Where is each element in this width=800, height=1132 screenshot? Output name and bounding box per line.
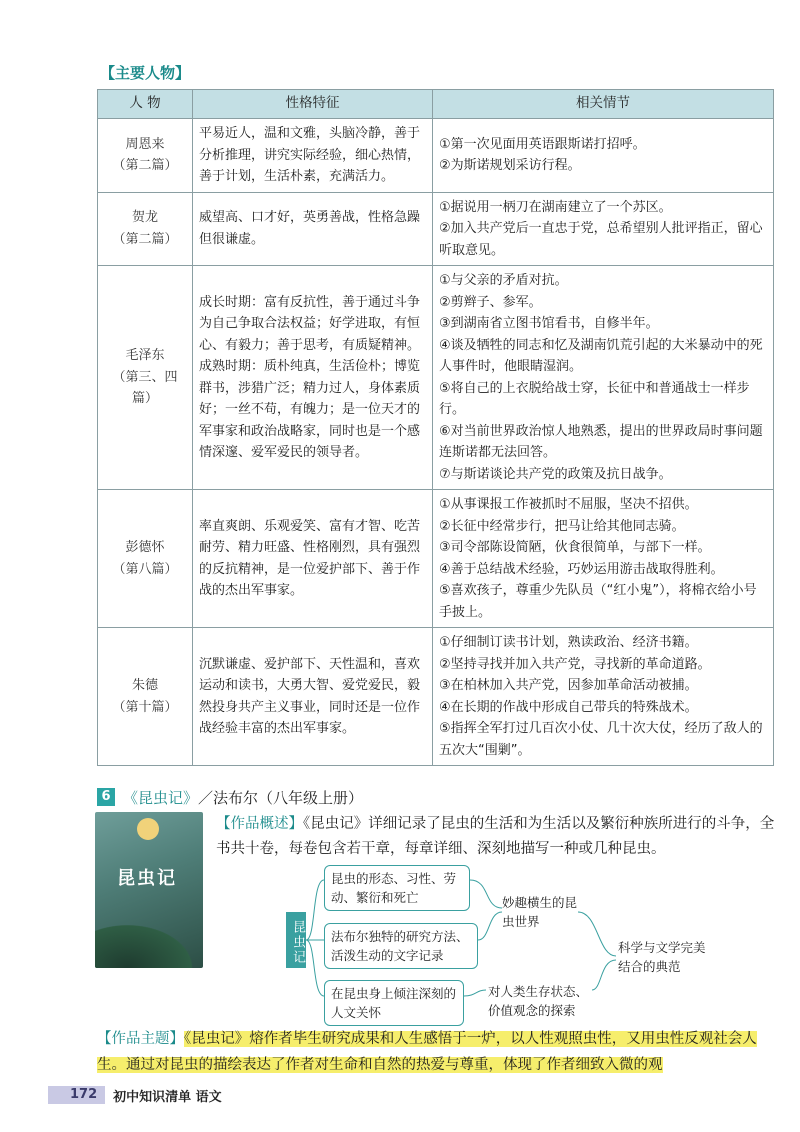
plot-item: ⑤喜欢孩子，尊重少先队员（“红小鬼”），将棉衣给小号手披上。 xyxy=(439,583,757,620)
mindmap-box-form: 昆虫的形态、习性、劳动、繁衍和死亡 xyxy=(324,865,470,911)
mindmap-mid-explore: 对人类生存状态、价值观念的探索 xyxy=(488,984,589,1018)
traits-cell: 成长时期：富有反抗性，善于通过斗争为自己争取合法权益；好学进取，有恒心、有毅力；善于思考，有质疑精神。成熟时期：质朴纯真，生活俭朴；博览群书，涉猎广泛；精力过人，身体素质好；一丝不苟，有魄力；是一位天才的军事家和政治战略家，同时也是一个感情深邃、爱军爱民的领导者。 xyxy=(193,266,433,490)
plot-item: ④谈及牺牲的同志和忆及湖南饥荒引起的大米暴动中的死人事件时，他眼睛湿润。 xyxy=(439,337,763,374)
traits-cell: 平易近人，温和文雅，头脑冷静，善于分析推理，讲究实际经验，细心热情，善于计划，生活朴素，充满活力。 xyxy=(193,119,433,193)
plot-item: ②长征中经常步行，把马让给其他同志骑。 xyxy=(439,518,685,534)
plot-item: ③司令部陈设简陋，伙食很简单，与部下一样。 xyxy=(439,540,711,555)
page-footer xyxy=(48,1086,222,1104)
page-number: 172 xyxy=(48,1086,105,1104)
cover-title: 昆虫记 xyxy=(117,868,177,889)
person-chapter: （第十篇） xyxy=(112,699,178,715)
mindmap-box-method: 法布尔独特的研究方法、活泼生动的文字记录 xyxy=(324,923,478,969)
plot-item: ①据说用一柄刀在湖南建立了一个苏区。 xyxy=(439,199,672,215)
plot-item: ①从事课报工作被抓时不屈服，坚决不招供。 xyxy=(439,497,698,512)
header-plots: 相关情节 xyxy=(433,90,774,119)
overview-text: 《昆虫记》详细记录了昆虫的生活和为生活以及繁衍种族所进行的斗争，全书共十卷，每卷包含若干章，每章详细、深刻地描写一种或几种昆虫。 xyxy=(216,816,775,857)
plot-item: ②剪辫子、参军。 xyxy=(439,294,542,310)
person-name: 周恩来 xyxy=(125,136,165,152)
footer-book-name: 初中知识清单 语文 xyxy=(113,1089,222,1105)
traits-cell: 沉默谦虚、爱护部下、天性温和，喜欢运动和读书，大勇大智、爱党爱民，毅然投身共产主义事业，同时还是一位作战经验丰富的杰出军事家。 xyxy=(193,628,433,766)
header-person: 人 物 xyxy=(98,90,193,119)
book-number: 6 xyxy=(97,788,115,806)
mindmap-mid-world: 妙趣横生的昆虫世界 xyxy=(502,895,578,929)
plot-item: ①第一次见面用英语跟斯诺打招呼。 xyxy=(439,136,646,152)
plot-item: ⑥对当前世界政治惊人地熟悉，提出的世界政局时事问题连斯诺都无法回答。 xyxy=(439,423,763,460)
plot-item: ①仔细制订读书计划，熟读政治、经济书籍。 xyxy=(439,635,698,650)
theme-text: 《昆虫记》熔作者毕生研究成果和人生感悟于一炉，以人性观照虫性，又用虫性反观社会人生。通过对昆虫的描绘表达了作者对生命和自然的热爱与尊重，体现了作者细致入微的观 xyxy=(97,1031,757,1073)
person-name: 朱德 xyxy=(131,678,158,693)
plot-item: ②坚持寻找并加入共产党，寻找新的革命道路。 xyxy=(439,656,711,672)
person-name: 彭德怀 xyxy=(125,540,165,555)
plot-item: ③在柏林加入共产党，因参加革命活动被捕。 xyxy=(439,678,698,693)
overview-label: 【作品概述】 xyxy=(216,816,303,832)
mindmap-box-humanity: 在昆虫身上倾注深刻的人文关怀 xyxy=(324,980,464,1026)
section-title: 【主要人物】 xyxy=(100,64,191,82)
plot-item: ④在长期的作战中形成自己带兵的特殊战术。 xyxy=(439,699,698,715)
person-name: 贺龙 xyxy=(131,210,158,226)
person-name: 毛泽东 xyxy=(125,348,165,364)
person-chapter: （第三、四篇） xyxy=(112,369,178,407)
mindmap-center: 昆虫记 xyxy=(286,912,306,968)
plot-item: ⑤指挥全军打过几百次小仗、几十次大仗，经历了敌人的五次大“围剿”。 xyxy=(439,721,763,758)
plot-item: ③到湖南省立图书馆看书，自修半年。 xyxy=(439,316,659,331)
plot-item: ②为斯诺规划采访行程。 xyxy=(439,158,581,174)
theme-paragraph xyxy=(97,1026,777,1078)
header-traits: 性格特征 xyxy=(193,90,433,119)
plot-item: ④善于总结战术经验，巧妙运用游击战取得胜利。 xyxy=(439,561,724,577)
person-chapter: （第八篇） xyxy=(112,561,178,577)
plot-item: ⑤将自己的上衣脱给战士穿，长征中和普通战士一样步行。 xyxy=(439,380,750,417)
traits-cell: 率直爽朗、乐观爱笑、富有才智、吃苦耐劳、精力旺盛、性格刚烈，具有强烈的反抗精神，是一位爱护部下、善于作战的杰出军事家。 xyxy=(193,490,433,628)
traits-cell: 威望高、口才好，英勇善战，性格急躁但很谦虚。 xyxy=(193,192,433,266)
book-title: 《昆虫记》 xyxy=(123,788,199,807)
book-author-grade: ／法布尔（八年级上册） xyxy=(198,788,364,807)
theme-label: 【作品主题】 xyxy=(97,1031,184,1047)
plot-item: ②加入共产党后一直忠于党，总希望别人批评指正，留心听取意见。 xyxy=(439,221,763,258)
person-chapter: （第二篇） xyxy=(112,158,178,174)
mindmap-final: 科学与文学完美结合的典范 xyxy=(618,940,706,974)
plot-item: ⑦与斯诺谈论共产党的政策及抗日战争。 xyxy=(439,466,672,482)
person-chapter: （第二篇） xyxy=(112,231,178,247)
plot-item: ①与父亲的矛盾对抗。 xyxy=(439,273,568,288)
